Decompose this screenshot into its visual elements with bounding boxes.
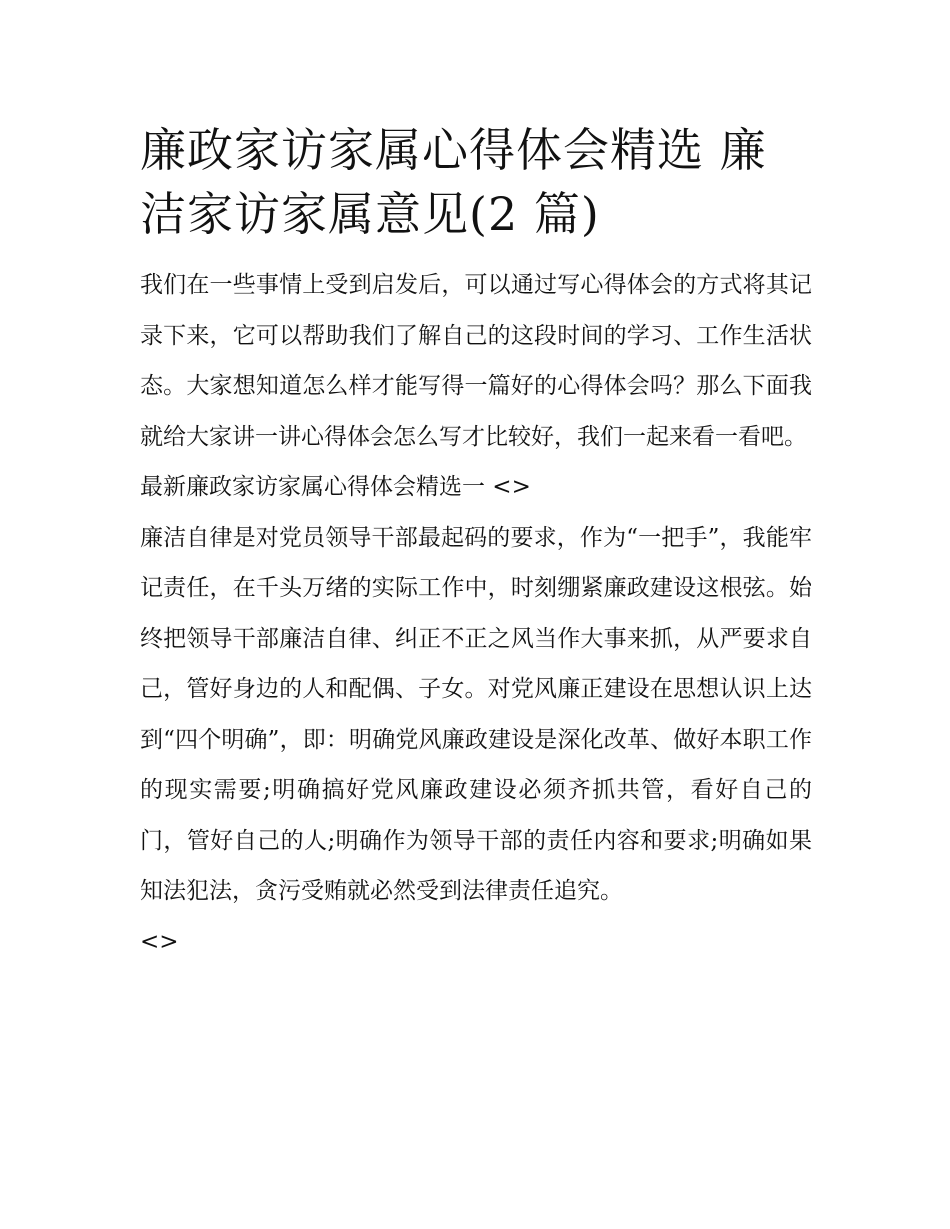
section-heading: 最新廉政家访家属心得体会精选一 <>	[140, 474, 531, 500]
document-title: 廉政家访家属心得体会精选 廉洁家访家属意见(2 篇)	[140, 123, 767, 241]
trailing-marker: <>	[140, 928, 179, 955]
intro-paragraph: 我们在一些事情上受到启发后，可以通过写心得体会的方式将其记录下来，它可以帮助我们了解自己的这段时间的学习、工作生活状态。大家想知道怎么样才能写得一篇好的心得体会吗？那么下面我就给大家讲一讲心得体会怎么写才比较好，我们一起来看一看吧。	[140, 272, 812, 450]
body-paragraph: 廉洁自律是对党员领导干部最起码的要求，作为“一把手”，我能牢记责任，在千头万绪的实际工作中，时刻绷紧廉政建设这根弦。始终把领导干部廉洁自律、纠正不正之风当作大事来抓，从严要求自己，管好身边的人和配偶、子女。对党风廉正建设在思想认识上达到“四个明确”，即：明确党风廉政建设是深化改革、做好本职工作的现实需要;明确搞好党风廉政建设必须齐抓共管，看好自己的门，管好自己的人;明确作为领导干部的责任内容和要求;明确如果知法犯法，贪污受贿就必然受到法律责任追究。	[140, 524, 812, 904]
document-page	[140, 118, 812, 967]
